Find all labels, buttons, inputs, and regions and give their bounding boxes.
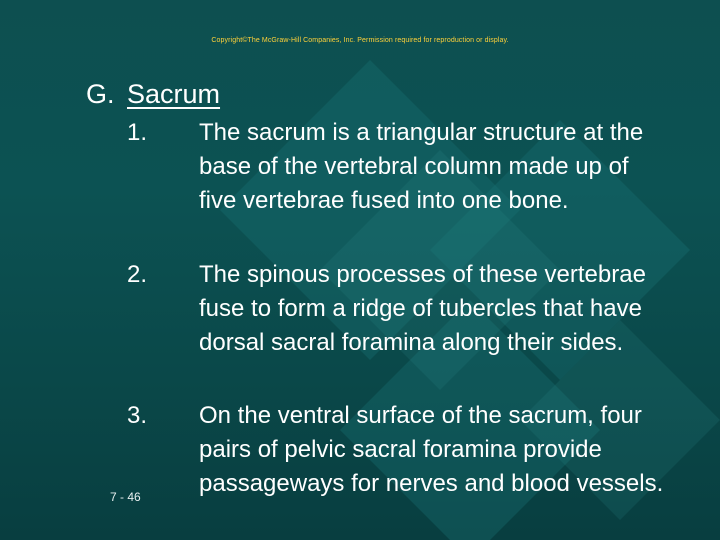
list-item [127, 258, 707, 360]
list-item [127, 399, 707, 501]
section-letter: G. [86, 79, 115, 109]
list-item-number: 2. [127, 261, 148, 288]
list-item-text: The sacrum is a triangular structure at the base of the vertebral column made up of five vertebrae fused into one bone. [199, 119, 644, 214]
slide-number: 7 - 46 [110, 490, 141, 504]
list-item-text: The spinous processes of these vertebrae fuse to form a ridge of tubercles that have dorsal sacral foramina along their sides. [199, 261, 646, 356]
section-title: Sacrum [127, 79, 221, 109]
section-heading [86, 78, 220, 110]
list-item-number: 3. [127, 402, 148, 429]
copyright-notice: Copyright©The McGraw-Hill Companies, Inc. Permission required for reproduction or display. [211, 37, 509, 44]
list-item-number: 1. [127, 119, 148, 146]
list-item-text: On the ventral surface of the sacrum, four pairs of pelvic sacral foramina provide passageways for nerves and blood vessels. [199, 402, 664, 497]
list-item [127, 116, 707, 218]
